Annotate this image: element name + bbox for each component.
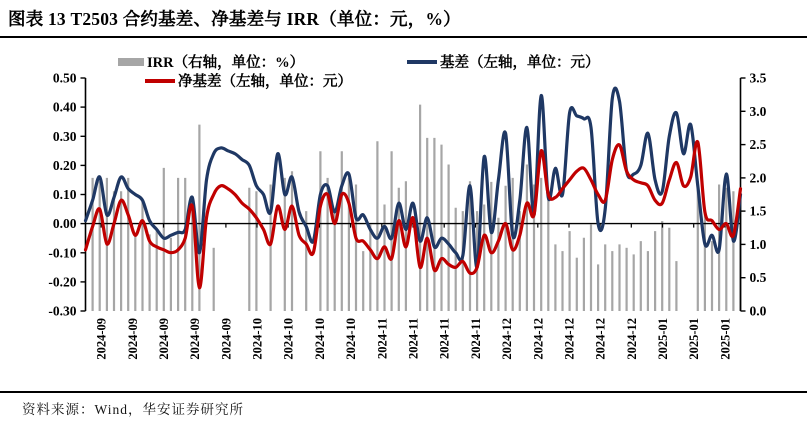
- figure-title: 图表 13 T2503 合约基差、净基差与 IRR（单位：元，%）: [8, 9, 461, 29]
- left-axis-tick-label: 0.40: [52, 99, 77, 115]
- x-axis-tick-label: 2024-12: [531, 318, 546, 360]
- left-axis-tick-label: 0.50: [52, 70, 77, 86]
- legend-label-basis: 基差（左轴，单位：元）: [440, 55, 600, 71]
- x-axis-tick-label: 2024-11: [406, 318, 421, 359]
- right-axis-tick-label: 3.0: [749, 103, 767, 119]
- legend-label-net-basis: 净基差（左轴，单位：元）: [178, 74, 352, 90]
- x-axis-tick-label: 2024-09: [219, 318, 234, 360]
- x-axis-tick-label: 2024-12: [624, 318, 639, 360]
- right-axis-tick-label: 0.5: [749, 270, 767, 286]
- x-axis-tick-label: 2025-01: [687, 318, 702, 360]
- left-axis-tick-label: 0.20: [52, 157, 77, 173]
- right-axis-tick-label: 2.5: [749, 137, 767, 153]
- left-axis-tick-label: -0.30: [48, 303, 77, 319]
- x-axis-tick-label: 2024-09: [188, 318, 203, 360]
- x-axis-tick-label: 2024-12: [562, 318, 577, 360]
- right-axis-tick-label: 3.5: [749, 70, 767, 86]
- x-axis-tick-label: 2024-11: [375, 318, 390, 359]
- x-axis-tick-label: 2024-09: [125, 318, 140, 360]
- x-axis-tick-label: 2025-01: [656, 318, 670, 360]
- x-axis-tick-label: 2024-11: [437, 318, 452, 359]
- x-axis-tick-label: 2024-10: [312, 318, 327, 360]
- footer-divider-rule: [0, 391, 807, 393]
- left-axis-tick-label: -0.20: [48, 274, 77, 290]
- x-axis-tick-label: 2024-12: [593, 318, 608, 360]
- x-axis-tick-label: 2024-11: [468, 318, 483, 359]
- x-axis-tick-label: 2024-12: [500, 318, 515, 360]
- x-axis-tick-label: 2024-09: [94, 318, 109, 360]
- right-axis-tick-label: 2.0: [749, 170, 767, 186]
- x-axis-tick-label: 2024-09: [157, 318, 171, 360]
- x-axis-tick-label: 2024-10: [344, 318, 359, 360]
- right-axis-tick-label: 1.0: [749, 236, 767, 252]
- right-axis-tick-label: 1.5: [749, 203, 767, 219]
- source-note: 资料来源：Wind，华安证券研究所: [22, 402, 244, 417]
- x-axis-tick-label: 2024-10: [281, 318, 296, 360]
- right-axis-tick-label: 0.0: [749, 303, 767, 319]
- left-axis-tick-label: -0.10: [48, 245, 77, 261]
- left-axis-tick-label: 0.10: [52, 187, 77, 202]
- left-axis-tick-label: 0.00: [52, 216, 77, 232]
- x-axis-tick-label: 2025-01: [718, 318, 733, 360]
- legend-label-irr: IRR（右轴，单位：%）: [147, 55, 305, 71]
- left-axis-tick-label: 0.30: [52, 128, 77, 144]
- x-axis-tick-label: 2024-10: [250, 318, 265, 360]
